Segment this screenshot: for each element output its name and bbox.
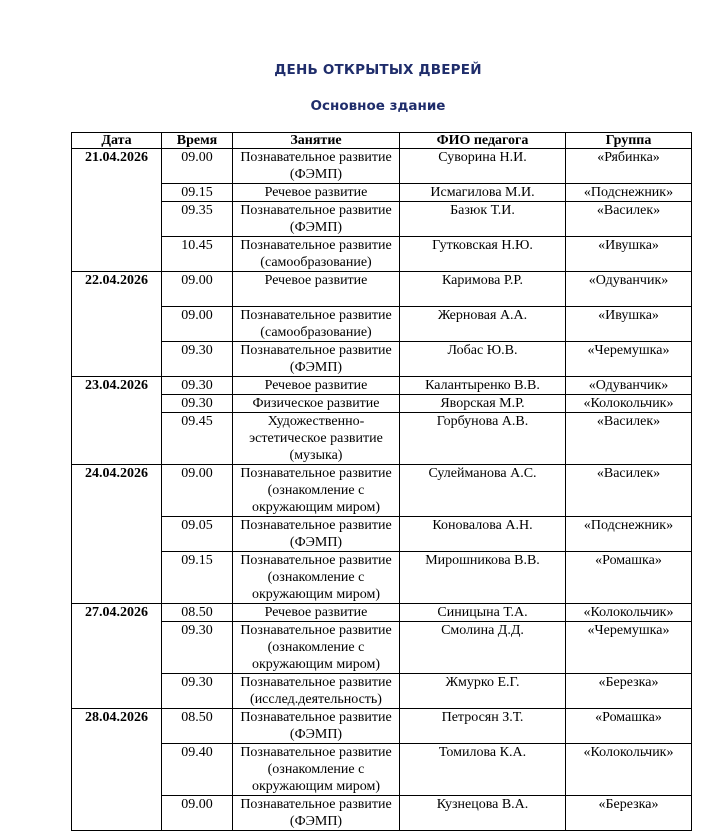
activity-cell	[233, 744, 400, 796]
table-row	[72, 184, 692, 202]
teacher-cell: Суворина Н.И.	[400, 149, 566, 184]
group-cell: «Подснежник»	[566, 184, 692, 202]
header-teacher: ФИО педагога	[400, 133, 566, 149]
activity-line: Познавательное развитие	[240, 710, 392, 725]
teacher-cell: Петросян З.Т.	[400, 709, 566, 744]
table-row	[72, 307, 692, 342]
activity-cell	[233, 395, 400, 413]
activity-line: Познавательное развитие	[240, 238, 392, 253]
header-date: Дата	[72, 133, 162, 149]
activity-line: Познавательное развитие	[240, 797, 392, 812]
activity-line: окружающим миром)	[251, 587, 381, 602]
activity-line	[235, 289, 397, 306]
activity-line: (ФЭМП)	[289, 727, 343, 742]
activity-line: (ФЭМП)	[289, 167, 343, 182]
time-cell: 09.30	[162, 342, 233, 377]
activity-cell	[233, 413, 400, 465]
activity-cell	[233, 342, 400, 377]
group-cell: «Березка»	[566, 796, 692, 831]
table-row	[72, 465, 692, 517]
time-cell: 09.15	[162, 184, 233, 202]
teacher-cell: Яворская М.Р.	[400, 395, 566, 413]
time-cell: 08.50	[162, 709, 233, 744]
table-row	[72, 237, 692, 272]
activity-line: (ознакомление с	[267, 570, 365, 585]
group-cell: «Колокольчик»	[566, 604, 692, 622]
group-cell: «Рябинка»	[566, 149, 692, 184]
table-row	[72, 342, 692, 377]
time-cell: 09.30	[162, 395, 233, 413]
activity-line: окружающим миром)	[251, 779, 381, 794]
activity-line: Познавательное развитие	[240, 745, 392, 760]
time-cell: 09.05	[162, 517, 233, 552]
group-cell: «Ивушка»	[566, 237, 692, 272]
time-cell: 09.15	[162, 552, 233, 604]
activity-line: Физическое развитие	[252, 396, 380, 411]
activity-line: (ФЭМП)	[289, 360, 343, 375]
teacher-cell: Горбунова А.В.	[400, 413, 566, 465]
activity-line: Познавательное развитие	[240, 623, 392, 638]
activity-line: Речевое развитие	[264, 273, 368, 288]
activity-line: (самообразование)	[260, 255, 372, 270]
table-row	[72, 604, 692, 622]
activity-line: Познавательное развитие	[240, 675, 392, 690]
time-cell: 09.30	[162, 622, 233, 674]
date-cell: 27.04.2026	[72, 604, 162, 709]
time-cell: 09.30	[162, 377, 233, 395]
teacher-cell: Гутковская Н.Ю.	[400, 237, 566, 272]
activity-line: Познавательное развитие	[240, 553, 392, 568]
group-cell: «Березка»	[566, 674, 692, 709]
teacher-cell: Томилова К.А.	[400, 744, 566, 796]
group-cell: «Подснежник»	[566, 517, 692, 552]
header-activity: Занятие	[233, 133, 400, 149]
teacher-cell: Жмурко Е.Г.	[400, 674, 566, 709]
activity-cell	[233, 149, 400, 184]
header-row	[72, 133, 692, 149]
time-cell: 09.00	[162, 796, 233, 831]
activity-line: (ФЭМП)	[289, 220, 343, 235]
activity-line: окружающим миром)	[251, 657, 381, 672]
group-cell: «Ивушка»	[566, 307, 692, 342]
time-cell: 09.30	[162, 674, 233, 709]
teacher-cell: Мирошникова В.В.	[400, 552, 566, 604]
table-row	[72, 622, 692, 674]
time-cell: 09.00	[162, 272, 233, 307]
group-cell: «Ромашка»	[566, 552, 692, 604]
group-cell: «Одуванчик»	[566, 272, 692, 307]
activity-cell	[233, 202, 400, 237]
teacher-cell: Лобас Ю.В.	[400, 342, 566, 377]
activity-line: (ФЭМП)	[289, 535, 343, 550]
activity-line: Познавательное развитие	[240, 466, 392, 481]
activity-cell	[233, 184, 400, 202]
group-cell: «Колокольчик»	[566, 744, 692, 796]
group-cell: «Василек»	[566, 465, 692, 517]
teacher-cell: Калантыренко В.В.	[400, 377, 566, 395]
activity-cell	[233, 465, 400, 517]
teacher-cell: Каримова Р.Р.	[400, 272, 566, 307]
activity-line: Познавательное развитие	[240, 308, 392, 323]
table-row	[72, 552, 692, 604]
table-row	[72, 202, 692, 237]
time-cell: 09.35	[162, 202, 233, 237]
date-cell: 22.04.2026	[72, 272, 162, 377]
time-cell: 08.50	[162, 604, 233, 622]
activity-cell	[233, 237, 400, 272]
activity-cell	[233, 272, 400, 307]
time-cell: 09.40	[162, 744, 233, 796]
schedule-table	[71, 132, 692, 831]
activity-line: (исслед.деятельность)	[250, 692, 382, 707]
activity-line: Познавательное развитие	[240, 203, 392, 218]
activity-cell	[233, 796, 400, 831]
group-cell: «Василек»	[566, 413, 692, 465]
teacher-cell: Коновалова А.Н.	[400, 517, 566, 552]
table-row	[72, 744, 692, 796]
activity-line: эстетическое развитие	[249, 431, 383, 446]
time-cell: 09.00	[162, 465, 233, 517]
activity-cell	[233, 377, 400, 395]
group-cell: «Ромашка»	[566, 709, 692, 744]
activity-cell	[233, 604, 400, 622]
activity-cell	[233, 709, 400, 744]
document-subtitle: Основное здание	[310, 98, 446, 114]
teacher-cell: Сулейманова А.С.	[400, 465, 566, 517]
activity-cell	[233, 517, 400, 552]
teacher-cell: Исмагилова М.И.	[400, 184, 566, 202]
teacher-cell: Синицына Т.А.	[400, 604, 566, 622]
activity-line: Речевое развитие	[264, 378, 368, 393]
header-time: Время	[162, 133, 233, 149]
header-group: Группа	[566, 133, 692, 149]
teacher-cell: Жерновая А.А.	[400, 307, 566, 342]
activity-line: Художественно-	[267, 414, 365, 429]
activity-cell	[233, 307, 400, 342]
activity-line: (ознакомление с	[267, 483, 365, 498]
date-cell: 24.04.2026	[72, 465, 162, 604]
group-cell: «Колокольчик»	[566, 395, 692, 413]
table-row	[72, 413, 692, 465]
teacher-cell: Смолина Д.Д.	[400, 622, 566, 674]
activity-line: Познавательное развитие	[240, 343, 392, 358]
teacher-cell: Базюк Т.И.	[400, 202, 566, 237]
table-row	[72, 674, 692, 709]
table-row	[72, 395, 692, 413]
table-row	[72, 272, 692, 307]
activity-line: Познавательное развитие	[240, 518, 392, 533]
table-row	[72, 796, 692, 831]
table-row	[72, 377, 692, 395]
date-cell: 23.04.2026	[72, 377, 162, 465]
activity-line: Речевое развитие	[264, 185, 368, 200]
activity-line: (самообразование)	[260, 325, 372, 340]
group-cell: «Одуванчик»	[566, 377, 692, 395]
date-cell: 21.04.2026	[72, 149, 162, 272]
time-cell: 10.45	[162, 237, 233, 272]
activity-line: Познавательное развитие	[240, 150, 392, 165]
table-row	[72, 709, 692, 744]
date-cell: 28.04.2026	[72, 709, 162, 831]
activity-cell	[233, 552, 400, 604]
time-cell: 09.00	[162, 307, 233, 342]
teacher-cell: Кузнецова В.А.	[400, 796, 566, 831]
group-cell: «Черемушка»	[566, 342, 692, 377]
document-title: ДЕНЬ ОТКРЫТЫХ ДВЕРЕЙ	[274, 62, 482, 78]
time-cell: 09.45	[162, 413, 233, 465]
activity-line: (ознакомление с	[267, 762, 365, 777]
group-cell: «Василек»	[566, 202, 692, 237]
activity-line: окружающим миром)	[251, 500, 381, 515]
activity-line: (ознакомление с	[267, 640, 365, 655]
activity-cell	[233, 674, 400, 709]
table-row	[72, 149, 692, 184]
activity-line: Речевое развитие	[264, 605, 368, 620]
activity-line: (музыка)	[289, 448, 343, 463]
table-row	[72, 517, 692, 552]
activity-cell	[233, 622, 400, 674]
activity-line: (ФЭМП)	[289, 814, 343, 829]
schedule-body	[72, 149, 692, 831]
time-cell: 09.00	[162, 149, 233, 184]
group-cell: «Черемушка»	[566, 622, 692, 674]
